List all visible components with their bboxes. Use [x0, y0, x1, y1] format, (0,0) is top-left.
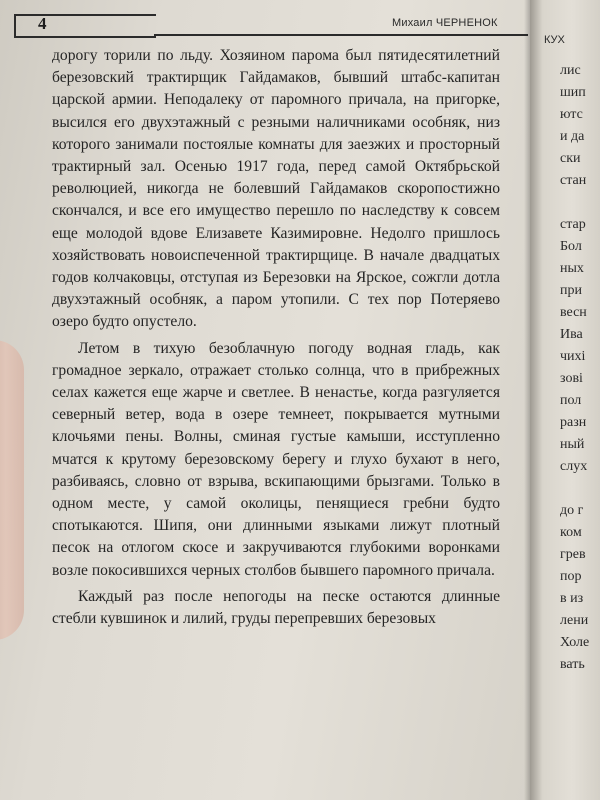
facing-line: Ива	[560, 327, 583, 342]
facing-line: лис	[560, 63, 581, 78]
body-text	[52, 45, 500, 630]
facing-line: грев	[560, 547, 586, 562]
facing-line: разн	[560, 415, 587, 430]
thumb	[0, 340, 24, 640]
facing-page-lines	[560, 60, 600, 676]
facing-line: стар	[560, 217, 586, 232]
facing-page-header: КУХ	[544, 34, 565, 46]
paragraph-3: Каждый раз после непогоды на песке остаются длинные стебли кувшинок и лилий, груды перепревших березовых	[52, 587, 500, 628]
facing-line: чихі	[560, 349, 586, 364]
page-number-frame	[14, 14, 156, 38]
facing-line	[560, 192, 600, 214]
facing-line: и да	[560, 129, 585, 144]
facing-line: зові	[560, 371, 583, 386]
header-rule	[154, 34, 528, 36]
facing-line: вать	[560, 657, 585, 672]
paragraph-2: Летом в тихую безоблачную погоду водная гладь, как громадное зеркало, отражает столько солнца, что в прибрежных селах кажется еще жарче и светлее. В ненастье, когда разгуляется северный ветер, вода в озере темнеет, покрывается мутными клочьями пены. Волны, сминая густые камыши, исступленно мчатся к крутому березовскому берегу и глухо бухают в него, разбиваясь, словно от взрыва, вскипающими брызгами. Только в одном месте, у самой околицы, пенящиеся гребни будто спотыкаются. Шипя, они длинными языками лижут плотный песок на отлогом скосе и закручиваются глубокими воронками возле покосившихся черных столбов бывшего паромного причала.	[52, 339, 500, 579]
facing-line: лени	[560, 613, 589, 628]
facing-line: весн	[560, 305, 587, 320]
facing-line: ный	[560, 437, 585, 452]
facing-line: ютс	[560, 107, 583, 122]
page-number: 4	[38, 14, 47, 33]
facing-line: Бол	[560, 239, 582, 254]
facing-line: в из	[560, 591, 584, 606]
facing-line: ком	[560, 525, 582, 540]
facing-line: слух	[560, 459, 588, 474]
facing-line: ных	[560, 261, 584, 276]
paragraph-1: дорогу торили по льду. Хозяином парома был пятидесятилетний березовский трактирщик Гайдамаков, бывший штабс-капитан царской армии. Неподалеку от паромного причала, на пригорке, высился его двухэтажный с резными наличниками особняк, низ которого занимали постоялые комнаты для заезжих и просторный трактирный зал. Осенью 1917 года, перед самой Октябрьской революцией, никогда не болевший Гайдамаков скоропостижно скончался, и все его имущество перешло по наследству к совсем еще молодой вдове Елизавете Казимировне. Недолго пришлось хозяйствовать новоиспеченной трактирщице. В начале двадцатых годов колчаковцы, отступая из Березовки на Ярское, сожгли дотла двухэтажный особняк, а паром утопили. С тех пор Потеряево озеро будто опустело.	[52, 47, 500, 331]
running-header-author: Михаил ЧЕРНЕНОК	[392, 17, 498, 29]
facing-line: стан	[560, 173, 587, 188]
facing-line: ски	[560, 151, 581, 166]
facing-line	[560, 478, 600, 500]
facing-line: при	[560, 283, 582, 298]
facing-line: до г	[560, 503, 584, 518]
facing-line: пол	[560, 393, 582, 408]
facing-line: Холе	[560, 635, 590, 650]
facing-line: шип	[560, 85, 586, 100]
facing-line: пор	[560, 569, 582, 584]
